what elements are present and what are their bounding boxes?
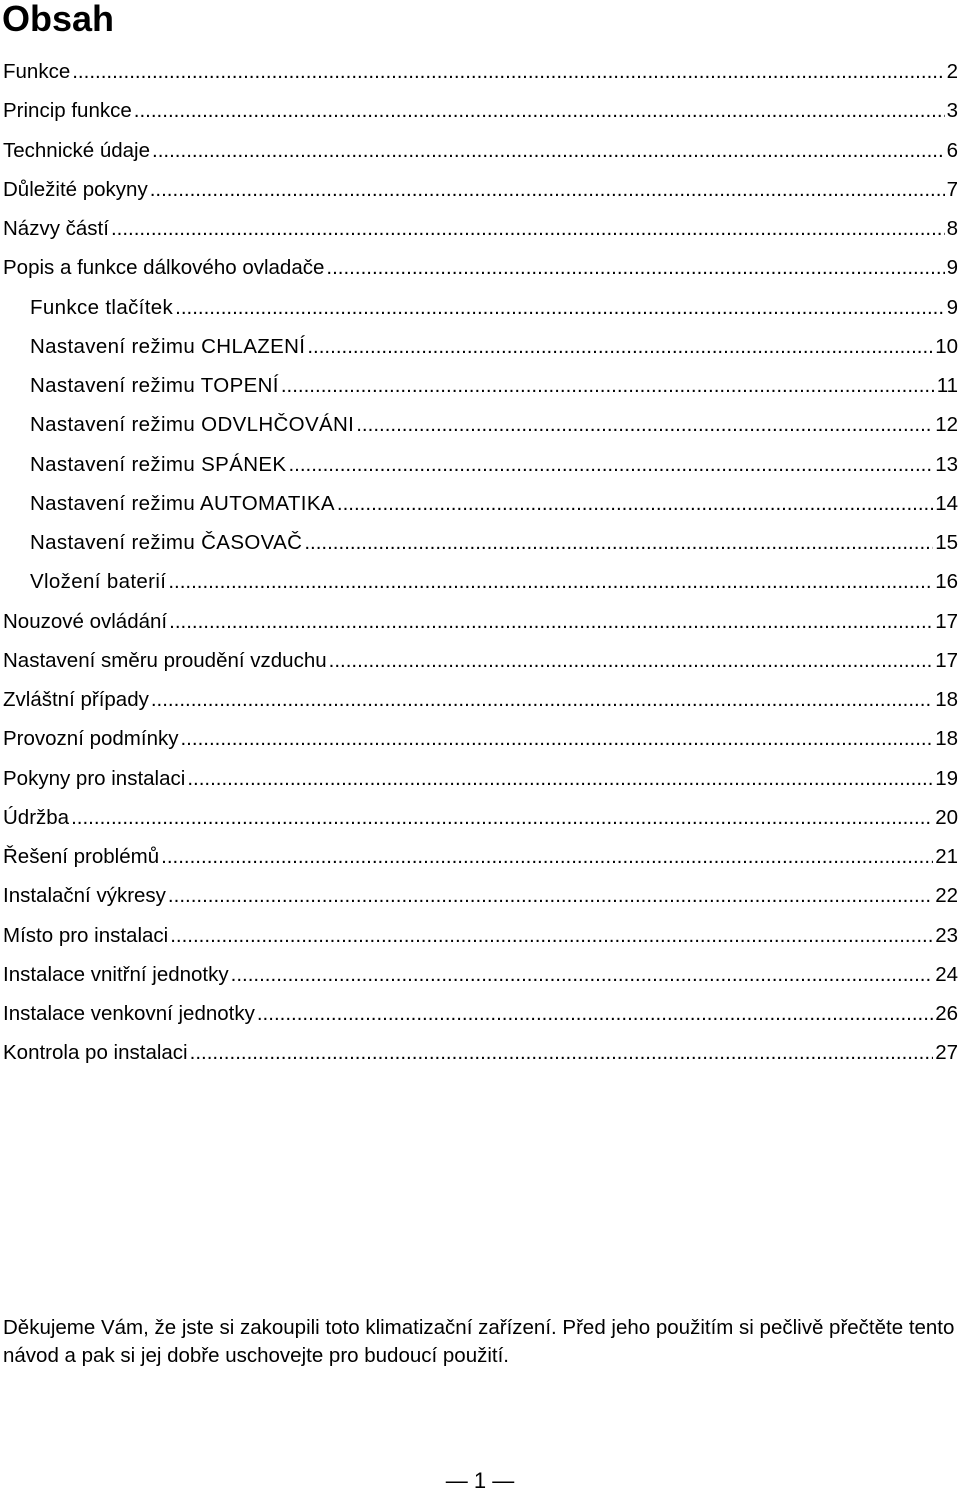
toc-entry-page: 12 <box>935 413 958 437</box>
toc-dot-leader <box>190 1033 934 1072</box>
toc-entry-page: 27 <box>935 1041 958 1065</box>
intro-paragraph: Děkujeme Vám, že jste si zakoupili toto klimatizační zařízení. Před jeho použitím si pečlivě přečtěte tento návod a pak si jej dobře uschovejte pro budoucí použití. <box>3 1316 955 1367</box>
toc-entry-label: Zvláštní případy <box>3 688 149 711</box>
toc-entry-label: Nouzové ovládání <box>3 609 168 633</box>
toc-dot-leader <box>281 366 935 405</box>
toc-entry-label: Funkce tlačítek <box>30 295 174 319</box>
toc-dot-leader <box>337 484 933 523</box>
toc-dot-leader <box>257 994 933 1033</box>
toc-entry[interactable] <box>0 641 960 680</box>
toc-entry[interactable] <box>0 798 960 837</box>
toc-entry-page: 18 <box>935 688 958 711</box>
toc-entry[interactable] <box>0 602 960 641</box>
toc-entry-label: Nastavení režimu SPÁNEK <box>30 452 287 476</box>
toc-entry-label: Údržba <box>3 805 70 829</box>
toc-dot-leader <box>168 562 933 601</box>
toc-entry-page: 19 <box>935 766 958 790</box>
toc-entry[interactable] <box>0 288 960 327</box>
toc-entry-page: 26 <box>935 1002 958 1025</box>
toc-dot-leader <box>151 680 933 719</box>
toc-entry-page: 17 <box>935 609 958 633</box>
toc-entry-label: Nastavení režimu CHLAZENÍ <box>30 334 306 358</box>
toc-entry[interactable] <box>0 680 960 719</box>
toc-entry[interactable] <box>0 876 960 915</box>
toc-dot-leader <box>329 641 934 680</box>
toc-entry[interactable] <box>0 994 960 1033</box>
toc-dot-leader <box>168 876 933 915</box>
toc-entry-page: 16 <box>935 570 958 594</box>
toc-entry-label: Místo pro instalaci <box>3 923 169 947</box>
toc-entry-label: Řešení problémů <box>3 845 160 868</box>
toc-dot-leader <box>304 523 933 562</box>
toc-dot-leader <box>71 798 933 837</box>
toc-dot-leader <box>150 170 945 209</box>
toc-entry-label: Důležité pokyny <box>3 177 148 201</box>
toc-entry-page: 9 <box>946 295 958 319</box>
toc-entry-label: Instalace venkovní jednotky <box>3 1002 255 1025</box>
toc-dot-leader <box>152 131 945 170</box>
toc-entry-page: 2 <box>946 60 958 83</box>
page-title: Obsah <box>2 0 115 39</box>
toc-entry-label: Nastavení režimu ČASOVAČ <box>30 531 303 554</box>
toc-entry-label: Provozní podmínky <box>3 727 179 751</box>
toc-entry[interactable] <box>0 170 960 209</box>
toc-entry[interactable] <box>0 759 960 798</box>
toc-entry[interactable] <box>0 719 960 758</box>
toc-dot-leader <box>231 955 934 994</box>
toc-dot-leader <box>180 719 933 758</box>
toc-entry-label: Nastavení režimu ODVLHČOVÁNI <box>30 413 355 437</box>
toc-entry-page: 14 <box>935 491 958 515</box>
toc-entry[interactable] <box>0 955 960 994</box>
toc-entry-label: Kontrola po instalaci <box>3 1041 188 1065</box>
toc-entry-page: 6 <box>946 138 958 162</box>
toc-entry-page: 23 <box>935 923 958 947</box>
toc-dot-leader <box>111 209 945 248</box>
toc-dot-leader <box>170 916 933 955</box>
toc-entry[interactable] <box>0 327 960 366</box>
toc-entry-page: 21 <box>935 845 958 868</box>
toc-entry-label: Funkce <box>3 60 71 83</box>
toc-dot-leader <box>72 52 944 91</box>
toc-entry-label: Pokyny pro instalaci <box>3 766 186 790</box>
toc-entry-page: 15 <box>935 531 958 554</box>
toc-entry[interactable] <box>0 916 960 955</box>
toc-entry[interactable] <box>0 523 960 562</box>
toc-dot-leader <box>326 248 944 287</box>
toc-entry[interactable] <box>0 131 960 170</box>
toc-entry-label: Nastavení režimu TOPENÍ <box>30 374 279 397</box>
toc-entry[interactable] <box>0 52 960 91</box>
toc-entry-page: 10 <box>935 334 958 358</box>
toc-entry[interactable] <box>0 1033 960 1072</box>
table-of-contents <box>0 52 960 1073</box>
toc-entry[interactable] <box>0 837 960 876</box>
toc-entry-page: 24 <box>935 962 958 986</box>
toc-entry[interactable] <box>0 484 960 523</box>
toc-entry-page: 11 <box>936 374 958 397</box>
toc-dot-leader <box>161 837 933 876</box>
toc-entry-page: 20 <box>935 805 958 829</box>
toc-entry[interactable] <box>0 366 960 405</box>
toc-entry-page: 3 <box>946 99 958 123</box>
toc-entry-label: Instalace vnitřní jednotky <box>3 962 229 986</box>
toc-entry[interactable] <box>0 445 960 484</box>
toc-entry-label: Nastavení směru proudění vzduchu <box>3 648 327 672</box>
page-number: — 1 — <box>445 1468 515 1493</box>
toc-entry-page: 18 <box>935 727 958 751</box>
toc-dot-leader <box>187 759 933 798</box>
toc-entry-page: 7 <box>946 177 958 201</box>
toc-entry-page: 22 <box>935 884 958 908</box>
toc-entry-label: Nastavení režimu AUTOMATIKA <box>30 491 335 515</box>
toc-dot-leader <box>175 288 944 327</box>
toc-entry[interactable] <box>0 209 960 248</box>
toc-entry-label: Názvy částí <box>3 217 109 240</box>
toc-entry-label: Vložení baterií <box>30 570 167 594</box>
toc-entry-label: Princip funkce <box>3 99 132 123</box>
toc-entry-page: 13 <box>935 452 958 476</box>
toc-entry[interactable] <box>0 91 960 130</box>
toc-dot-leader <box>307 327 933 366</box>
toc-entry-page: 8 <box>946 217 958 240</box>
toc-entry-page: 9 <box>946 256 958 280</box>
toc-entry[interactable] <box>0 562 960 601</box>
toc-entry-label: Technické údaje <box>3 138 151 162</box>
toc-dot-leader <box>356 405 933 444</box>
toc-entry-label: Instalační výkresy <box>3 884 166 908</box>
toc-entry-page: 17 <box>935 648 958 672</box>
toc-entry[interactable] <box>0 248 960 287</box>
toc-entry-label: Popis a funkce dálkového ovladače <box>3 256 325 280</box>
toc-entry[interactable] <box>0 405 960 444</box>
toc-dot-leader <box>134 91 945 130</box>
toc-dot-leader <box>169 602 933 641</box>
toc-dot-leader <box>288 445 933 484</box>
